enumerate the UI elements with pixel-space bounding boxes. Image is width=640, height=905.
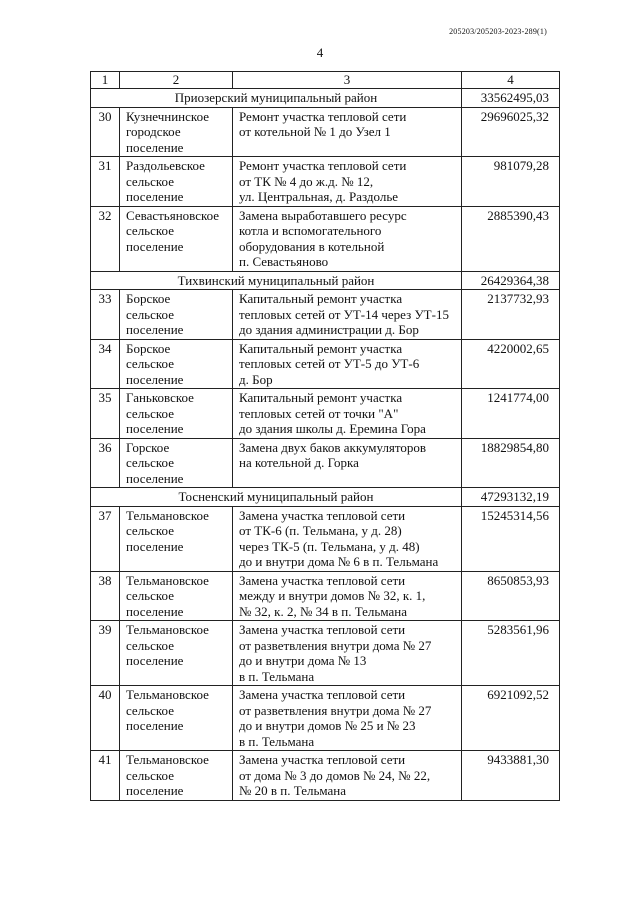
row-number: 33: [91, 290, 120, 340]
table-row: [91, 621, 560, 686]
row-number: 39: [91, 621, 120, 686]
settlement-cell: Горское сельское поселение: [120, 438, 233, 488]
amount-cell: 9433881,30: [462, 751, 560, 801]
amount-cell: 2885390,43: [462, 206, 560, 271]
row-number: 40: [91, 686, 120, 751]
work-description-cell: Капитальный ремонт участка тепловых сетей от точки "А" до здания школы д. Еремина Гора: [233, 389, 462, 439]
district-total: 33562495,03: [462, 89, 560, 108]
funding-table: [90, 71, 560, 801]
settlement-cell: Ганьковское сельское поселение: [120, 389, 233, 439]
settlement-cell: Севастьяновское сельское поселение: [120, 206, 233, 271]
work-description-cell: Замена выработавшего ресурс котла и вспомогательного оборудования в котельной п. Севастьяново: [233, 206, 462, 271]
district-total: 26429364,38: [462, 271, 560, 290]
table-row: [91, 389, 560, 439]
table-row: [91, 107, 560, 157]
table-row: [91, 571, 560, 621]
amount-cell: 1241774,00: [462, 389, 560, 439]
row-number: 34: [91, 339, 120, 389]
page-number: 4: [316, 45, 324, 60]
table-body: [91, 72, 560, 801]
work-description-cell: Замена участка тепловой сети от ТК-6 (п. Тельмана, у д. 28) через ТК-5 (п. Тельмана, у д. 48) до и внутри дома № 6 в п. Тельмана: [233, 506, 462, 571]
work-description-cell: Замена участка тепловой сети от разветвления внутри дома № 27 до и внутри дома № 13 в п. Тельмана: [233, 621, 462, 686]
column-header-row: [91, 72, 560, 89]
work-description-cell: Капитальный ремонт участка тепловых сетей от УТ-5 до УТ-6 д. Бор: [233, 339, 462, 389]
settlement-cell: Тельмановское сельское поселение: [120, 506, 233, 571]
work-description-cell: Замена двух баков аккумуляторов на котельной д. Горка: [233, 438, 462, 488]
district-name: Приозерский муниципальный район: [91, 89, 462, 108]
amount-cell: 6921092,52: [462, 686, 560, 751]
amount-cell: 18829854,80: [462, 438, 560, 488]
row-number: 32: [91, 206, 120, 271]
settlement-cell: Борское сельское поселение: [120, 339, 233, 389]
settlement-cell: Борское сельское поселение: [120, 290, 233, 340]
amount-cell: 981079,28: [462, 157, 560, 207]
table-row: [91, 506, 560, 571]
district-row: [91, 488, 560, 507]
settlement-cell: Тельмановское сельское поселение: [120, 621, 233, 686]
row-number: 38: [91, 571, 120, 621]
district-name: Тихвинский муниципальный район: [91, 271, 462, 290]
table-row: [91, 686, 560, 751]
table-row: [91, 438, 560, 488]
row-number: 36: [91, 438, 120, 488]
work-description-cell: Капитальный ремонт участка тепловых сетей от УТ-14 через УТ-15 до здания администрации д. Бор: [233, 290, 462, 340]
district-total: 47293132,19: [462, 488, 560, 507]
table-row: [91, 290, 560, 340]
table-row: [91, 157, 560, 207]
work-description-cell: Замена участка тепловой сети между и внутри домов № 32, к. 1, № 32, к. 2, № 34 в п. Тельмана: [233, 571, 462, 621]
amount-cell: 8650853,93: [462, 571, 560, 621]
row-number: 30: [91, 107, 120, 157]
table-row: [91, 206, 560, 271]
table-row: [91, 751, 560, 801]
work-description-cell: Замена участка тепловой сети от дома № 3 до домов № 24, № 22, № 20 в п. Тельмана: [233, 751, 462, 801]
row-number: 41: [91, 751, 120, 801]
amount-cell: 15245314,56: [462, 506, 560, 571]
district-row: [91, 89, 560, 108]
amount-cell: 2137732,93: [462, 290, 560, 340]
row-number: 31: [91, 157, 120, 207]
column-header: 2: [120, 72, 233, 89]
settlement-cell: Тельмановское сельское поселение: [120, 751, 233, 801]
row-number: 37: [91, 506, 120, 571]
table-row: [91, 339, 560, 389]
work-description-cell: Ремонт участка тепловой сети от ТК № 4 до ж.д. № 12, ул. Центральная, д. Раздолье: [233, 157, 462, 207]
amount-cell: 5283561,96: [462, 621, 560, 686]
work-description-cell: Замена участка тепловой сети от разветвления внутри дома № 27 до и внутри домов № 25 и № 23 в п. Тельмана: [233, 686, 462, 751]
settlement-cell: Раздольевское сельское поселение: [120, 157, 233, 207]
work-description-cell: Ремонт участка тепловой сети от котельной № 1 до Узел 1: [233, 107, 462, 157]
amount-cell: 4220002,65: [462, 339, 560, 389]
column-header: 3: [233, 72, 462, 89]
settlement-cell: Кузнечнинское городское поселение: [120, 107, 233, 157]
settlement-cell: Тельмановское сельское поселение: [120, 571, 233, 621]
document-id: 205203/205203-2023-289(1): [449, 27, 547, 36]
column-header: 1: [91, 72, 120, 89]
district-name: Тосненский муниципальный район: [91, 488, 462, 507]
column-header: 4: [462, 72, 560, 89]
settlement-cell: Тельмановское сельское поселение: [120, 686, 233, 751]
amount-cell: 29696025,32: [462, 107, 560, 157]
district-row: [91, 271, 560, 290]
row-number: 35: [91, 389, 120, 439]
